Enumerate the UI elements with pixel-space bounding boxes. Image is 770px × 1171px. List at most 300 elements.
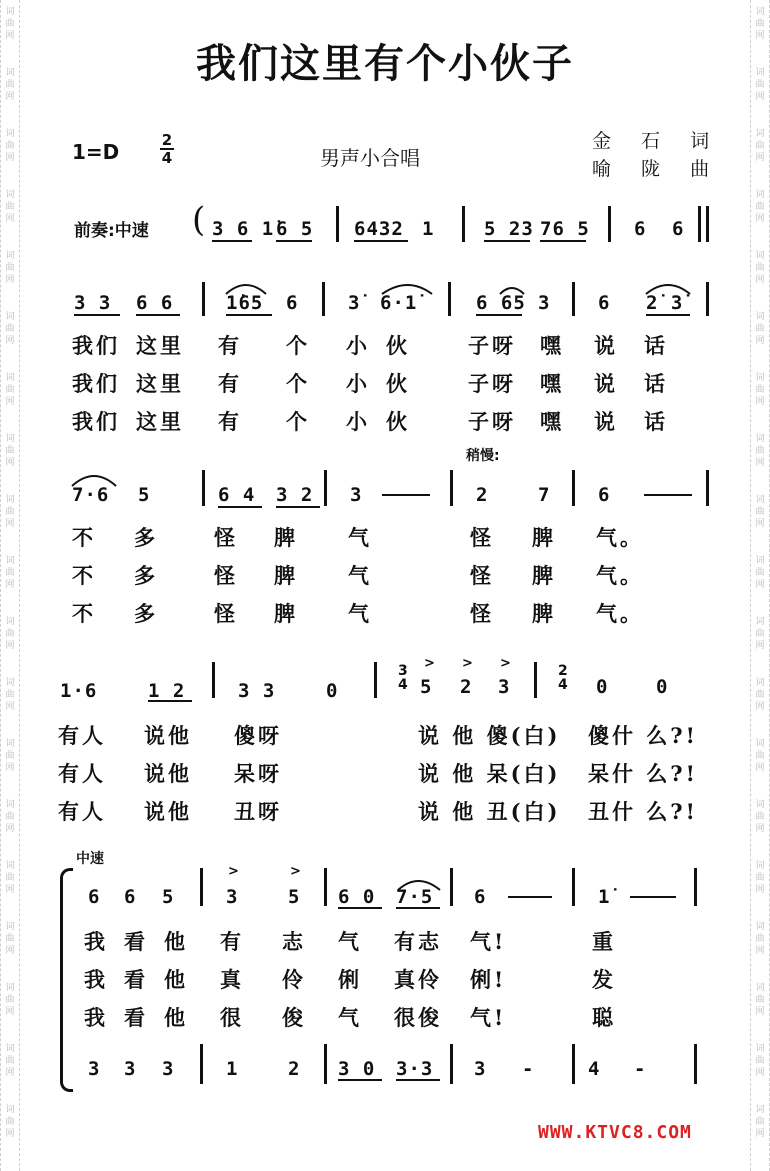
harmony-note: - xyxy=(522,1058,535,1080)
melody-note: 6 xyxy=(474,886,487,908)
lyric-word: 我们 xyxy=(72,333,120,358)
watermark-char: 曲 xyxy=(5,19,15,29)
lyric-word: 气 xyxy=(348,525,372,550)
watermark-char: 曲 xyxy=(755,873,765,883)
watermark-char: 曲 xyxy=(755,507,765,517)
barline xyxy=(200,1044,203,1084)
watermark-char: 曲 xyxy=(5,507,15,517)
lyric-word: 有人 xyxy=(58,723,106,748)
melody-note: 0 xyxy=(656,676,669,698)
lyric-word: 志 xyxy=(282,929,306,954)
watermark-char: 词 xyxy=(5,68,15,78)
lyric-word: 说他 xyxy=(144,761,192,786)
melody-note: 1·6 xyxy=(60,680,98,702)
lyric-word: 有 xyxy=(218,409,242,434)
lyric-word: 说 xyxy=(594,409,618,434)
barline xyxy=(374,662,377,698)
time-signature-top: 2 xyxy=(161,131,173,149)
watermark-text xyxy=(751,921,769,957)
watermark-text xyxy=(1,311,19,347)
watermark-text xyxy=(1,982,19,1018)
lyric-word: 有志 xyxy=(394,929,442,954)
intro-note: 3 6 1̇ xyxy=(212,218,275,240)
time-signature-change xyxy=(398,664,408,692)
watermark-char: 词 xyxy=(755,861,765,871)
lyric-word: 俐 xyxy=(338,967,362,992)
watermark-char: 词 xyxy=(755,312,765,322)
lyric-word: 有人 xyxy=(58,761,106,786)
watermark-char: 词 xyxy=(755,7,765,17)
watermark-char: 曲 xyxy=(5,629,15,639)
lyric-word: 伙 xyxy=(386,371,410,396)
lyric-word: 我们 xyxy=(72,371,120,396)
harmony-note: - xyxy=(634,1058,647,1080)
melody-note: 6 xyxy=(598,292,611,314)
barline xyxy=(572,470,575,506)
lyric-word: 发 xyxy=(592,967,616,992)
lyric-word: 怪 xyxy=(470,525,494,550)
watermark-char: 词 xyxy=(5,495,15,505)
watermark-text xyxy=(751,433,769,469)
barline xyxy=(706,282,709,316)
lyric-word: 不 xyxy=(72,525,96,550)
watermark-char: 曲 xyxy=(5,202,15,212)
watermark-char: 曲 xyxy=(5,873,15,883)
intro-note: 6 xyxy=(634,218,647,240)
lyric-word: 很俊 xyxy=(394,1005,442,1030)
harmony-note: 3 xyxy=(88,1058,101,1080)
barline xyxy=(212,662,215,698)
barline xyxy=(698,206,701,242)
website-footer: WWW.KTVC8.COM xyxy=(538,1122,692,1143)
watermark-char: 曲 xyxy=(755,1056,765,1066)
watermark-char: 曲 xyxy=(755,385,765,395)
melody-note: 6 xyxy=(286,292,299,314)
watermark-char: 曲 xyxy=(755,751,765,761)
lyric-word: 我 xyxy=(84,929,108,954)
watermark-char: 曲 xyxy=(755,324,765,334)
watermark-char: 网 xyxy=(5,824,15,834)
lyric-word: 气 xyxy=(348,563,372,588)
lyric-word: 气! xyxy=(470,1005,507,1030)
lyric-word: 子呀 xyxy=(468,333,516,358)
watermark-text xyxy=(751,677,769,713)
watermark-char: 词 xyxy=(755,800,765,810)
melody-note: 2 xyxy=(460,676,473,698)
harmony-note: 3·3 xyxy=(396,1058,434,1080)
lyric-word: 有 xyxy=(218,371,242,396)
lyric-word: 呆什 么?! xyxy=(588,761,698,786)
melody-note: 3 2 xyxy=(276,484,314,506)
melody-note: 2̇ 3̇ xyxy=(646,292,684,314)
watermark-text xyxy=(751,616,769,652)
melody-note: 3 xyxy=(538,292,551,314)
system-bracket xyxy=(60,868,73,1092)
watermark-char: 词 xyxy=(5,190,15,200)
watermark-text xyxy=(1,128,19,164)
melody-note: 3̇ xyxy=(348,292,361,314)
watermark-text xyxy=(751,372,769,408)
watermark-char: 网 xyxy=(755,519,765,529)
accent-mark: > xyxy=(424,656,435,671)
hold-dash xyxy=(644,494,692,496)
watermark-text xyxy=(751,189,769,225)
watermark-char: 词 xyxy=(755,1044,765,1054)
melody-note: 5 xyxy=(288,886,301,908)
ts-bottom: 4 xyxy=(558,677,568,693)
watermark-char: 网 xyxy=(755,1068,765,1078)
composer-credit: 喻 陇 曲 xyxy=(592,158,722,180)
melody-note: 6 4 xyxy=(218,484,256,506)
watermark-char: 曲 xyxy=(755,934,765,944)
melody-note: 7 xyxy=(538,484,551,506)
watermark-char: 曲 xyxy=(755,19,765,29)
lyric-word: 俐! xyxy=(470,967,507,992)
melody-note: 3 xyxy=(226,886,239,908)
watermark-char: 曲 xyxy=(5,1056,15,1066)
watermark-char: 网 xyxy=(755,702,765,712)
watermark-char: 网 xyxy=(5,1007,15,1017)
genre-label: 男声小合唱 xyxy=(320,146,420,170)
watermark-char: 曲 xyxy=(5,995,15,1005)
lyric-word: 说他 xyxy=(144,799,192,824)
melody-note: 3 xyxy=(350,484,363,506)
melody-note: 6 0 xyxy=(338,886,376,908)
intro-note: 5 23 xyxy=(484,218,534,240)
watermark-char: 曲 xyxy=(5,690,15,700)
watermark-char: 词 xyxy=(5,7,15,17)
lyric-word: 重 xyxy=(592,929,616,954)
right-watermark-strip xyxy=(750,0,770,1171)
lyric-word: 这里 xyxy=(136,371,184,396)
watermark-text xyxy=(1,921,19,957)
watermark-char: 词 xyxy=(5,129,15,139)
lyric-word: 伙 xyxy=(386,333,410,358)
harmony-note: 3 xyxy=(124,1058,137,1080)
barline xyxy=(462,206,465,242)
watermark-text xyxy=(1,860,19,896)
harmony-note: 3 xyxy=(474,1058,487,1080)
harmony-note: 2 xyxy=(288,1058,301,1080)
watermark-text xyxy=(751,250,769,286)
watermark-char: 曲 xyxy=(5,324,15,334)
lyric-word: 怪 xyxy=(214,601,238,626)
watermark-char: 网 xyxy=(5,641,15,651)
lyric-word: 话 xyxy=(644,371,668,396)
watermark-char: 词 xyxy=(5,373,15,383)
watermark-char: 词 xyxy=(755,678,765,688)
lyric-word: 我们 xyxy=(72,409,120,434)
melody-note: 5 xyxy=(138,484,151,506)
melody-note: 2 xyxy=(476,484,489,506)
barline xyxy=(324,470,327,506)
lyric-word: 看 xyxy=(124,967,148,992)
watermark-char: 词 xyxy=(755,739,765,749)
barline xyxy=(572,1044,575,1084)
lyric-word: 俊 xyxy=(282,1005,306,1030)
watermark-char: 词 xyxy=(755,1105,765,1115)
lyric-word: 傻什 么?! xyxy=(588,723,698,748)
melody-note: 0 xyxy=(596,676,609,698)
watermark-char: 曲 xyxy=(755,446,765,456)
watermark-text xyxy=(751,738,769,774)
intro-note: 6 5 xyxy=(276,218,314,240)
intro-note: 76 5 xyxy=(540,218,590,240)
harmony-note: 4 xyxy=(588,1058,601,1080)
watermark-text xyxy=(751,1104,769,1140)
barline xyxy=(450,470,453,506)
melody-note: 0 xyxy=(326,680,339,702)
watermark-text xyxy=(751,128,769,164)
watermark-text xyxy=(751,555,769,591)
watermark-text xyxy=(751,494,769,530)
watermark-char: 网 xyxy=(755,275,765,285)
intro-note: 6 xyxy=(672,218,685,240)
lyric-word: 气 xyxy=(348,601,372,626)
watermark-char: 曲 xyxy=(5,446,15,456)
barline xyxy=(336,206,339,242)
watermark-char: 词 xyxy=(5,312,15,322)
lyric-word: 个 xyxy=(286,371,310,396)
watermark-char: 词 xyxy=(755,983,765,993)
lyric-word: 脾 xyxy=(274,525,298,550)
watermark-text xyxy=(751,311,769,347)
watermark-char: 网 xyxy=(755,641,765,651)
watermark-char: 词 xyxy=(755,190,765,200)
lyric-word: 呆呀 xyxy=(234,761,282,786)
watermark-char: 网 xyxy=(755,946,765,956)
watermark-char: 词 xyxy=(5,1105,15,1115)
lyric-word: 说 xyxy=(594,333,618,358)
watermark-text xyxy=(751,982,769,1018)
watermark-char: 网 xyxy=(5,1068,15,1078)
watermark-char: 词 xyxy=(755,129,765,139)
melody-note: 5 xyxy=(162,886,175,908)
lyric-word: 多 xyxy=(134,525,158,550)
lyric-word: 很 xyxy=(220,1005,244,1030)
watermark-char: 网 xyxy=(755,31,765,41)
watermark-char: 词 xyxy=(5,922,15,932)
ts-top: 2 xyxy=(558,663,568,679)
lyric-word: 怪 xyxy=(214,525,238,550)
watermark-char: 网 xyxy=(755,92,765,102)
intro-label: 前奏:中速 xyxy=(74,221,149,241)
lyric-word: 气。 xyxy=(596,601,644,626)
lyric-word: 嘿 xyxy=(540,371,564,396)
barline xyxy=(448,282,451,316)
watermark-char: 网 xyxy=(5,946,15,956)
lyric-word: 丑呀 xyxy=(234,799,282,824)
melody-note: 3 xyxy=(498,676,511,698)
watermark-char: 网 xyxy=(755,1129,765,1139)
barline xyxy=(572,282,575,316)
lyric-word: 看 xyxy=(124,1005,148,1030)
barline xyxy=(608,206,611,242)
watermark-char: 网 xyxy=(5,31,15,41)
watermark-char: 网 xyxy=(5,458,15,468)
barline xyxy=(572,868,575,906)
lyric-word: 不 xyxy=(72,563,96,588)
watermark-char: 网 xyxy=(755,458,765,468)
watermark-text xyxy=(1,738,19,774)
lyric-word: 小 xyxy=(346,333,370,358)
melody-note: 6 xyxy=(124,886,137,908)
watermark-char: 网 xyxy=(5,702,15,712)
melody-note: 7·6 xyxy=(72,484,110,506)
watermark-char: 网 xyxy=(5,1129,15,1139)
watermark-text xyxy=(751,1043,769,1079)
lyric-word: 丑什 么?! xyxy=(588,799,698,824)
watermark-char: 曲 xyxy=(5,141,15,151)
lyric-word: 这里 xyxy=(136,409,184,434)
watermark-char: 词 xyxy=(5,983,15,993)
watermark-text xyxy=(1,1104,19,1140)
lyric-word: 怪 xyxy=(470,563,494,588)
accent-mark: > xyxy=(290,864,301,879)
lyric-word: 这里 xyxy=(136,333,184,358)
watermark-char: 曲 xyxy=(5,568,15,578)
melody-note: 3 3 xyxy=(74,292,112,314)
lyric-word: 气! xyxy=(470,929,507,954)
accent-mark: > xyxy=(228,864,239,879)
melody-note: 6 6 xyxy=(136,292,174,314)
watermark-char: 词 xyxy=(755,373,765,383)
lyric-word: 子呀 xyxy=(468,409,516,434)
watermark-text xyxy=(751,860,769,896)
watermark-char: 曲 xyxy=(755,202,765,212)
melody-note: 6 65 xyxy=(476,292,526,314)
watermark-char: 曲 xyxy=(5,812,15,822)
lyric-word: 气。 xyxy=(596,563,644,588)
lyric-word: 我 xyxy=(84,967,108,992)
hold-dash xyxy=(508,896,552,898)
watermark-char: 词 xyxy=(5,861,15,871)
watermark-text xyxy=(1,372,19,408)
ts-top: 3 xyxy=(398,663,408,679)
watermark-text xyxy=(1,494,19,530)
watermark-char: 曲 xyxy=(755,812,765,822)
harmony-note: 1 xyxy=(226,1058,239,1080)
hold-dash xyxy=(382,494,430,496)
accent-mark: > xyxy=(500,656,511,671)
lyric-word: 脾 xyxy=(274,601,298,626)
time-signature xyxy=(160,132,174,166)
melody-note: 6·1̇ xyxy=(380,292,418,314)
watermark-char: 词 xyxy=(755,251,765,261)
melody-note: 7·5 xyxy=(396,886,434,908)
watermark-text xyxy=(1,189,19,225)
watermark-text xyxy=(1,1043,19,1079)
watermark-char: 曲 xyxy=(755,995,765,1005)
lyric-word: 话 xyxy=(644,409,668,434)
lyric-word: 他 xyxy=(164,967,188,992)
lyric-word: 小 xyxy=(346,371,370,396)
intro-note: 6432 xyxy=(354,218,404,240)
barline xyxy=(322,282,325,316)
lyric-word: 个 xyxy=(286,333,310,358)
lyric-word: 说 他 呆(白) xyxy=(418,761,561,786)
time-signature-bottom: 4 xyxy=(161,149,173,167)
melody-note: 6 xyxy=(598,484,611,506)
watermark-char: 网 xyxy=(5,153,15,163)
watermark-char: 词 xyxy=(5,1044,15,1054)
watermark-char: 词 xyxy=(755,922,765,932)
watermark-char: 网 xyxy=(755,214,765,224)
lyric-word: 说他 xyxy=(144,723,192,748)
lyric-word: 不 xyxy=(72,601,96,626)
lyric-word: 气 xyxy=(338,1005,362,1030)
lyric-word: 脾 xyxy=(532,525,556,550)
watermark-char: 词 xyxy=(5,556,15,566)
watermark-char: 曲 xyxy=(5,1117,15,1127)
lyric-word: 伙 xyxy=(386,409,410,434)
melody-note: 6 xyxy=(88,886,101,908)
lyric-word: 说 他 丑(白) xyxy=(418,799,561,824)
lyric-word: 话 xyxy=(644,333,668,358)
watermark-char: 曲 xyxy=(755,1117,765,1127)
lyric-word: 怪 xyxy=(214,563,238,588)
barline xyxy=(202,470,205,506)
lyric-word: 真 xyxy=(220,967,244,992)
hold-dash xyxy=(630,896,676,898)
watermark-char: 曲 xyxy=(755,629,765,639)
watermark-char: 曲 xyxy=(5,751,15,761)
melody-note: 1̇ xyxy=(598,886,611,908)
lyric-word: 多 xyxy=(134,601,158,626)
barline xyxy=(202,282,205,316)
lyric-word: 个 xyxy=(286,409,310,434)
watermark-char: 词 xyxy=(5,678,15,688)
lyric-word: 气。 xyxy=(596,525,644,550)
watermark-text xyxy=(751,799,769,835)
lyric-word: 说 他 傻(白) xyxy=(418,723,561,748)
song-title: 我们这里有个小伙子 xyxy=(196,41,574,87)
watermark-char: 网 xyxy=(5,580,15,590)
lyric-word: 有 xyxy=(220,929,244,954)
lyric-word: 有人 xyxy=(58,799,106,824)
watermark-char: 词 xyxy=(5,434,15,444)
melody-note: 1 2 xyxy=(148,680,186,702)
watermark-char: 网 xyxy=(755,885,765,895)
watermark-char: 词 xyxy=(755,617,765,627)
lyric-word: 脾 xyxy=(532,563,556,588)
lyric-word: 嘿 xyxy=(540,333,564,358)
left-watermark-strip xyxy=(0,0,20,1171)
barline xyxy=(200,868,203,906)
lyric-word: 伶 xyxy=(282,967,306,992)
watermark-char: 网 xyxy=(5,763,15,773)
key-signature: 1=D xyxy=(72,140,120,164)
lyric-word: 子呀 xyxy=(468,371,516,396)
lyric-word: 多 xyxy=(134,563,158,588)
lyric-word: 看 xyxy=(124,929,148,954)
time-signature-change xyxy=(558,664,568,692)
barline xyxy=(450,1044,453,1084)
watermark-char: 网 xyxy=(5,275,15,285)
watermark-text xyxy=(1,433,19,469)
watermark-char: 曲 xyxy=(755,263,765,273)
lyric-word: 聪 xyxy=(592,1005,616,1030)
watermark-char: 曲 xyxy=(755,690,765,700)
watermark-char: 词 xyxy=(5,739,15,749)
melody-note: 5 xyxy=(420,676,433,698)
lyric-word: 脾 xyxy=(274,563,298,588)
watermark-char: 网 xyxy=(755,397,765,407)
lyric-word: 怪 xyxy=(470,601,494,626)
watermark-char: 词 xyxy=(5,617,15,627)
watermark-text xyxy=(1,250,19,286)
watermark-char: 网 xyxy=(755,824,765,834)
